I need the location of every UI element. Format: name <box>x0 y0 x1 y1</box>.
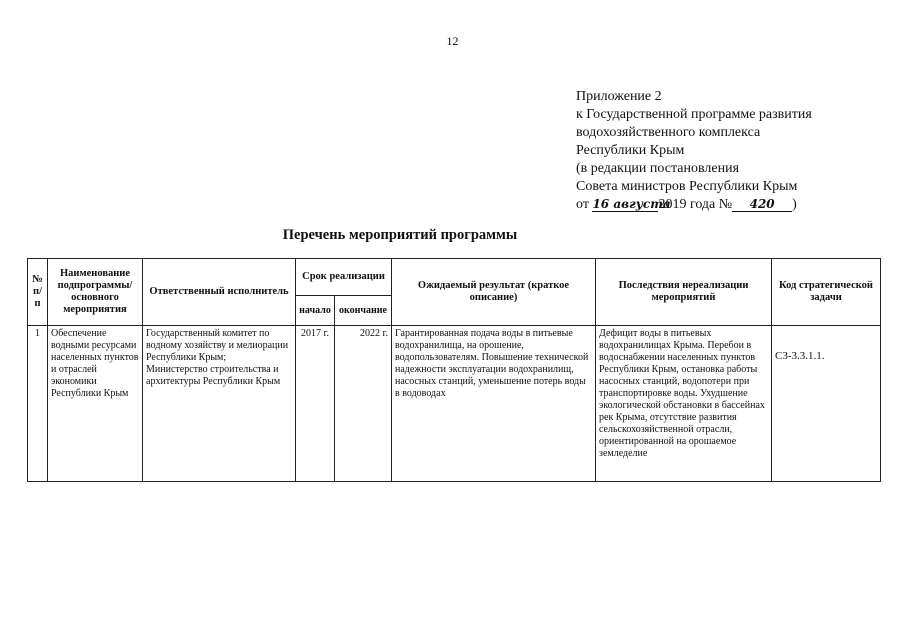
header-result: Ожидаемый результат (краткое описание) <box>392 259 596 326</box>
header-consequences: Последствия нереализации мероприятий <box>596 259 772 326</box>
header-code: Код стратегической задачи <box>772 259 881 326</box>
cell-end: 2022 г. <box>335 326 392 482</box>
annex-line: Совета министров Республики Крым <box>576 179 798 194</box>
cell-start: 2017 г. <box>296 326 335 482</box>
annex-date-line <box>576 196 812 214</box>
cell-name: Обеспечение водными ресурсами населенных пунктов и отраслей экономики Республики Крым <box>48 326 143 482</box>
annex-line: Республики Крым <box>576 143 685 158</box>
handwritten-date: 16 августа <box>592 197 671 211</box>
header-name: Наименование подпрограммы/ основного мероприятия <box>48 259 143 326</box>
handwritten-number: 420 <box>732 197 792 212</box>
document-title: Перечень мероприятий программы <box>282 227 518 243</box>
cell-consequences: Дефицит воды в питьевых водохранилищах Крыма. Перебои в водоснабжении населенных пунктов Республики Крым, остановка работы насосных станций, водопотери при транспортировке воды. Ухудшение экологической обстановки в бассейнах рек Крыма, отсутствие развития сельскохозяйственной отрасли, ориентированной на орошаемое земледелие <box>596 326 772 482</box>
date-year: 2019 года № <box>658 197 733 212</box>
annex-line: Приложение 2 <box>576 89 662 104</box>
header-start: начало <box>296 296 335 326</box>
cell-result: Гарантированная подача воды в питьевые водохранилища, на орошение, водопользователям. Повышение технической надежности эксплуатации водохранилищ, насосных станций, уменьшение потерь воды в водоводах <box>392 326 596 482</box>
annex-header <box>576 88 812 214</box>
measures-table <box>27 258 881 482</box>
cell-num: 1 <box>28 326 48 482</box>
header-end: окончание <box>335 296 392 326</box>
header-executor: Ответственный исполнитель <box>143 259 296 326</box>
annex-line: к Государственной программе развития <box>576 107 812 122</box>
header-term: Срок реализации <box>296 259 392 296</box>
date-prefix: от <box>576 197 589 212</box>
cell-code: С3-3.3.1.1. <box>772 326 881 482</box>
cell-executor <box>143 326 296 482</box>
closing-paren: ) <box>792 197 797 212</box>
annex-line: (в редакции постановления <box>576 161 740 176</box>
executor-line: Министерство строительства и архитектуры Республики Крым <box>146 364 281 387</box>
header-num: № п/ п <box>28 259 48 326</box>
executor-line: Государственный комитет по водному хозяйству и мелиорации Республики Крым; <box>146 328 289 363</box>
table-row <box>28 326 881 482</box>
page-number: 12 <box>446 34 459 48</box>
annex-line: водохозяйственного комплекса <box>576 125 761 140</box>
